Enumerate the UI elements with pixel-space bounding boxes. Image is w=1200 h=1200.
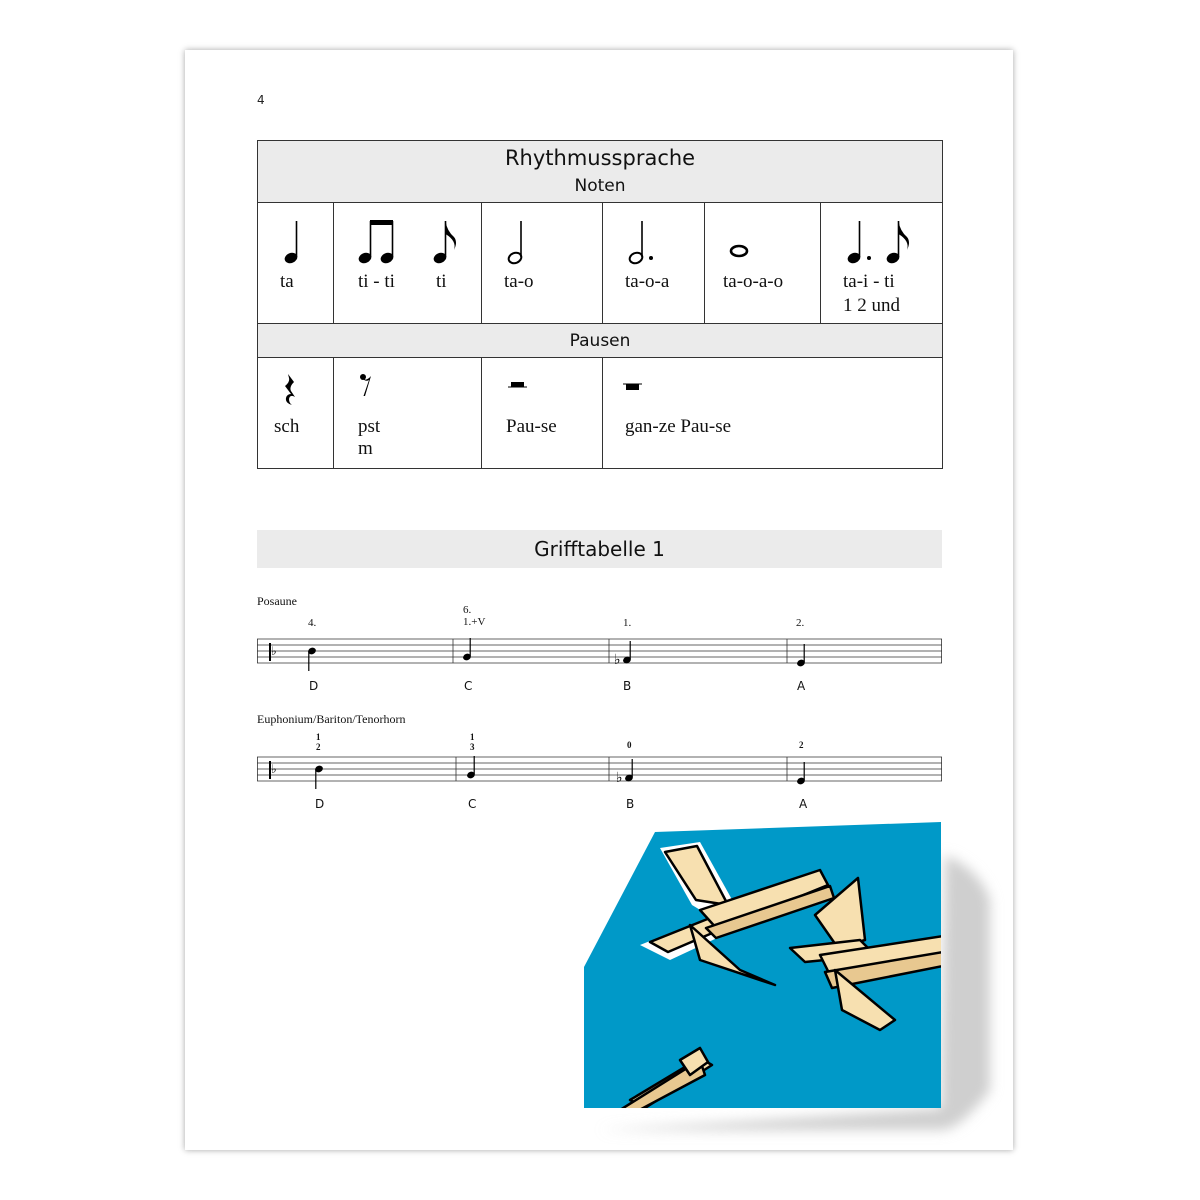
slide-position-top: 6. bbox=[463, 604, 472, 616]
svg-text:♭: ♭ bbox=[271, 762, 277, 776]
note-name: B bbox=[623, 679, 632, 693]
note-name: B bbox=[626, 797, 635, 811]
svg-text:♭: ♭ bbox=[616, 770, 623, 786]
slide-position: 4. bbox=[308, 617, 317, 629]
note-name: C bbox=[464, 679, 473, 693]
note-label: ta-o bbox=[504, 271, 534, 292]
valve-bottom: 3 bbox=[470, 742, 475, 752]
note-name: A bbox=[797, 679, 806, 693]
note-name: D bbox=[315, 797, 325, 811]
valve-top: 1 bbox=[470, 732, 475, 742]
rhythm-title: Rhythmussprache bbox=[504, 146, 696, 170]
note-name: A bbox=[799, 797, 808, 811]
note-label: ta bbox=[280, 271, 294, 292]
note-label-2: ti bbox=[436, 271, 447, 292]
valve-bottom: 2 bbox=[316, 742, 321, 752]
rest-label: pst bbox=[358, 416, 381, 437]
slide-position: 1. bbox=[623, 617, 632, 629]
rest-label: Pau-se bbox=[506, 416, 557, 437]
rest-label-2: m bbox=[358, 438, 373, 459]
rest-label: sch bbox=[274, 416, 300, 437]
note-label: ta-i - ti bbox=[843, 271, 895, 292]
svg-text:♭: ♭ bbox=[271, 644, 277, 658]
instrument-label-trombone: Posaune bbox=[257, 594, 297, 608]
instrument-label-euphonium: Euphonium/Bariton/Tenorhorn bbox=[257, 712, 406, 726]
note-label: ta-o-a bbox=[625, 271, 670, 292]
note-label: ta-o-a-o bbox=[723, 271, 784, 292]
notes-header: Noten bbox=[574, 176, 626, 196]
rest-label: gan-ze Pau-se bbox=[625, 416, 732, 437]
valve-top: 1 bbox=[316, 732, 321, 742]
note-label-2: 1 2 und bbox=[843, 295, 900, 316]
note-name: C bbox=[468, 797, 477, 811]
valve-top: 2 bbox=[799, 740, 804, 750]
svg-text:♭: ♭ bbox=[614, 652, 621, 668]
slide-position: 2. bbox=[796, 617, 805, 629]
note-name: D bbox=[309, 679, 319, 693]
note-label: ti - ti bbox=[358, 271, 395, 292]
page-number: 4 bbox=[257, 93, 265, 107]
fingering-chart-title: Grifftabelle 1 bbox=[257, 530, 942, 568]
valve-top: 0 bbox=[627, 740, 632, 750]
rests-header: Pausen bbox=[258, 324, 943, 358]
slide-position: 1.+V bbox=[463, 616, 486, 628]
